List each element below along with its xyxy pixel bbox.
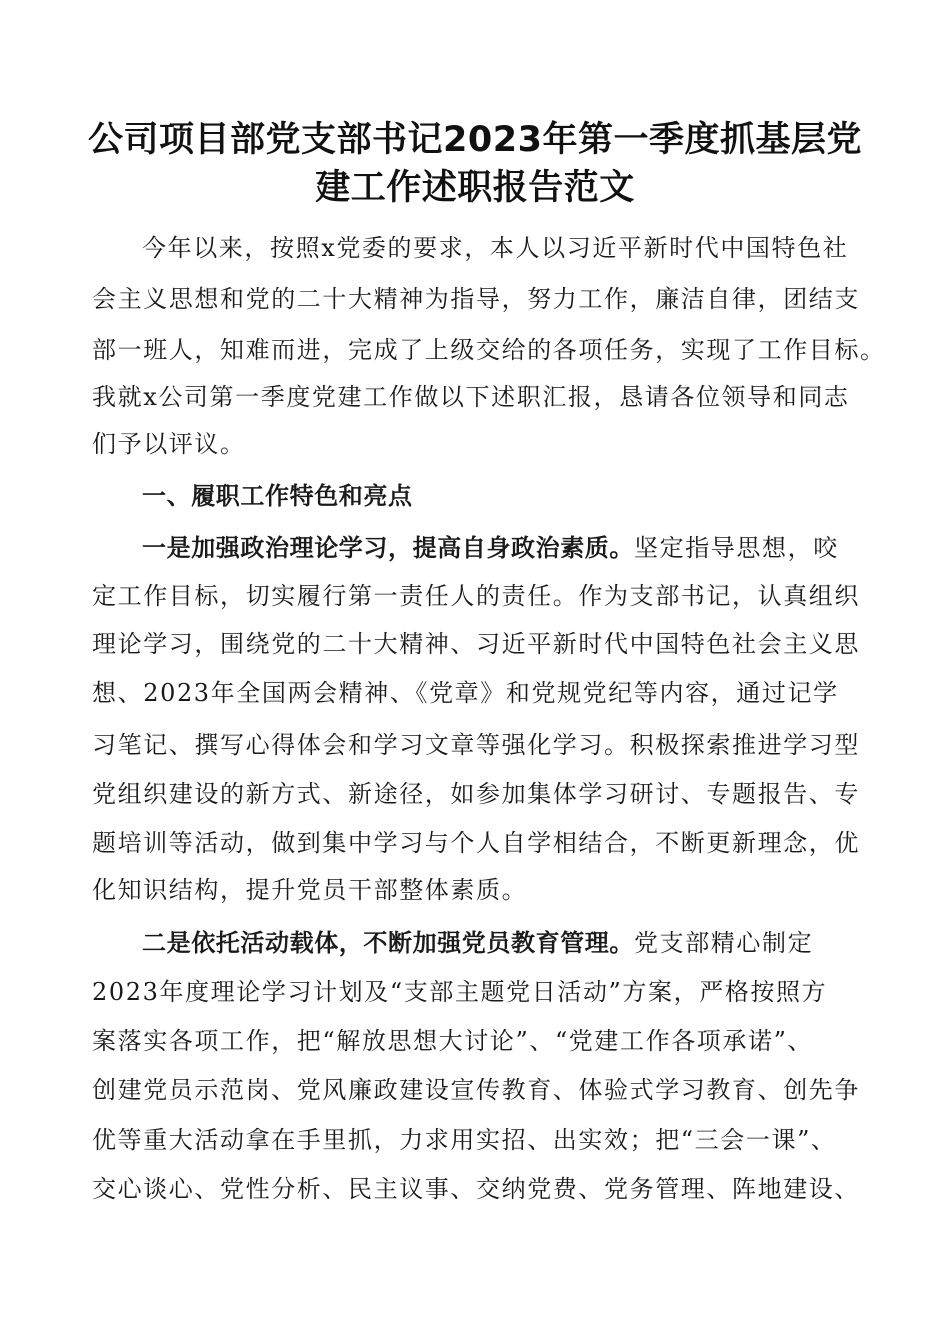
body-line: 2023年度理论学习计划及“支部主题党日活动”方案，严格按照方: [92, 978, 828, 1006]
intro-line: 部一班人，知难而进，完成了上级交给的各项任务，实现了工作目标。: [92, 336, 886, 364]
body-line: 创建党员示范岗、党风廉政建设宣传教育、体验式学习教育、创先争: [92, 1076, 860, 1104]
point-2-first-line: [142, 927, 942, 959]
body-line: 案落实各项工作，把“解放思想大讨论”、“党建工作各项承诺”、: [92, 1027, 814, 1055]
body-line: 党组织建设的新方式、新途径，如参加集体学习研讨、专题报告、专: [92, 780, 860, 808]
section-heading: 一、履职工作特色和亮点: [142, 482, 413, 510]
body-line: 化知识结构，提升党员干部整体素质。: [92, 876, 528, 904]
point-1-lead: 一是加强政治理论学习，提高自身政治素质。: [142, 534, 634, 562]
point-1-first-rest: 坚定指导思想，咬: [634, 534, 839, 562]
body-line: 习笔记、撰写心得体会和学习文章等强化学习。积极探索推进学习型: [92, 731, 860, 759]
body-line: 定工作目标，切实履行第一责任人的责任。作为支部书记，认真组织: [92, 582, 860, 610]
document-title-line-1: 公司项目部党支部书记2023年第一季度抓基层党: [88, 120, 862, 160]
intro-line: 今年以来，按照x党委的要求，本人以习近平新时代中国特色社: [142, 234, 849, 262]
body-line: 交心谈心、党性分析、民主议事、交纳党费、党务管理、阵地建设、: [92, 1175, 860, 1203]
document-title-line-2: 建工作述职报告范文: [315, 168, 635, 208]
intro-line: 我就x公司第一季度党建工作做以下述职汇报，恳请各位领导和同志: [92, 383, 850, 411]
point-2-first-rest: 党支部精心制定: [634, 929, 814, 957]
body-line: 优等重大活动拿在手里抓，力求用实招、出实效；把“三会一课”、: [92, 1126, 837, 1154]
body-line: 想、2023年全国两会精神、《党章》和党规党纪等内容，通过记学: [92, 679, 839, 707]
intro-line: 们予以评议。: [92, 430, 246, 458]
body-line: 题培训等活动，做到集中学习与个人自学相结合，不断更新理念，优: [92, 829, 860, 857]
point-2-lead: 二是依托活动载体，不断加强党员教育管理。: [142, 929, 634, 957]
intro-line: 会主义思想和党的二十大精神为指导，努力工作，廉洁自律，团结支: [92, 285, 860, 313]
point-1-first-line: [142, 532, 942, 564]
body-line: 理论学习，围绕党的二十大精神、习近平新时代中国特色社会主义思: [92, 630, 860, 658]
